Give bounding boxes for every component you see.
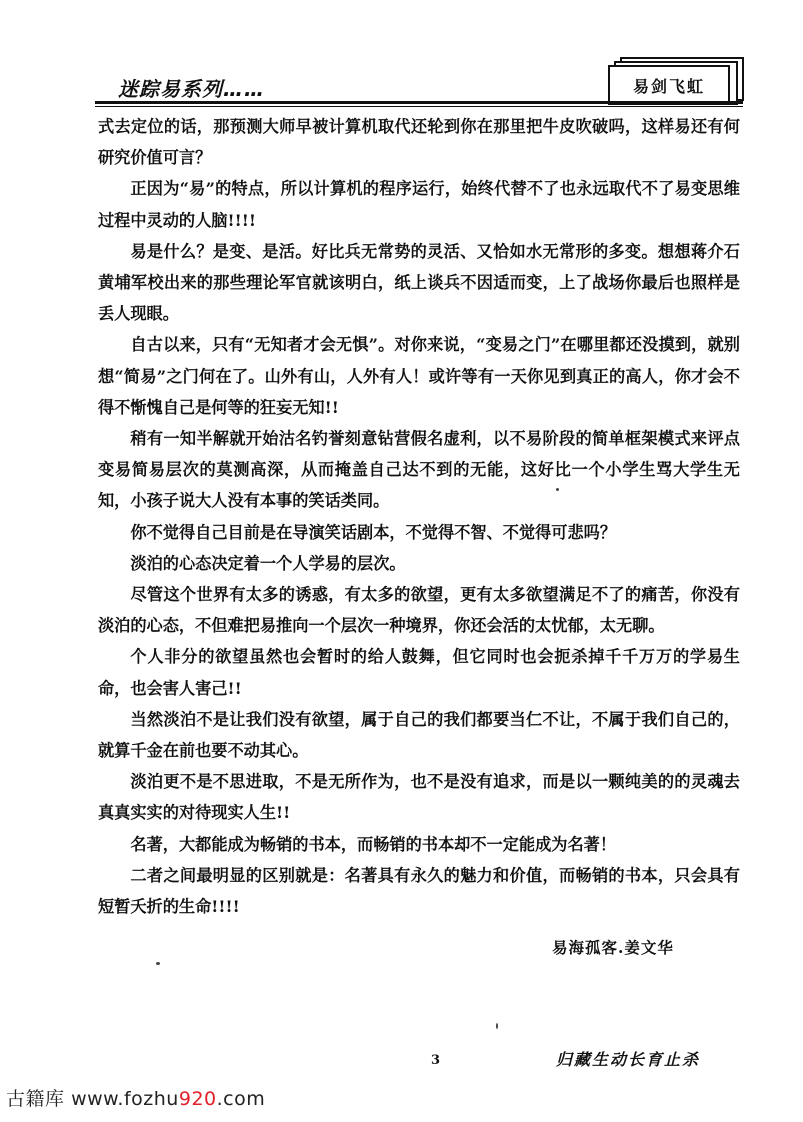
page-number: 3: [431, 1053, 441, 1068]
paragraph: 式去定位的话，那预测大师早被计算机取代还轮到你在那里把牛皮吹破吗，这样易还有何研究价值可言？: [98, 117, 740, 168]
header-tab: [608, 57, 743, 103]
tab-label: 易剑飞虹: [608, 65, 730, 105]
scan-speck: [156, 962, 160, 965]
paragraph: 淡泊更不是不思进取，不是无所作为，也不是没有追求，而是以一颗纯美的的灵魂去真真实实的对待现实人生!!: [98, 772, 740, 823]
watermark-label: 古籍库: [6, 1088, 65, 1110]
header-rule-thin: [95, 106, 743, 107]
paragraph: 稍有一知半解就开始沽名钓誉刻意钻营假名虚利，以不易阶段的简单框架模式来评点变易简易层次的莫测高深，从而掩盖自己达不到的无能，这好比一个小学生骂大学生无知，小孩子说大人没有本事的笑话类同。: [98, 429, 740, 511]
paragraph: 自古以来，只有“无知者才会无惧”。对你来说，“变易之门”在哪里都还没摸到，就别想“简易”之门何在了。山外有山，人外有人！或许等有一天你见到真正的高人，你才会不得不惭愧自己是何等的狂妄无知!!: [98, 335, 740, 417]
footer-motto: 归藏生动长育止杀: [556, 1050, 701, 1069]
watermark-site: [71, 1088, 265, 1110]
watermark: [6, 1084, 265, 1111]
paragraph: 正因为“易”的特点，所以计算机的程序运行，始终代替不了也永远取代不了易变思维过程中灵动的人脑!!!!: [98, 179, 740, 230]
paragraph: 淡泊的心态决定着一个人学易的层次。: [130, 553, 406, 573]
header-rule: [95, 101, 743, 104]
paragraph: 名著，大都能成为畅销的书本，而畅销的书本却不一定能成为名著！: [130, 834, 617, 854]
watermark-site-number: 920: [178, 1088, 217, 1110]
paragraph: 你不觉得自己目前是在导演笑话剧本，不觉得不智、不觉得可悲吗？: [130, 522, 617, 542]
paragraph: 个人非分的欲望虽然也会暂时的给人鼓舞，但它同时也会扼杀掉千千万万的学易生命，也会害人害己!!: [98, 647, 740, 698]
paragraph: 易是什么？是变、是活。好比兵无常势的灵活、又恰如水无常形的多变。想想蒋介石黄埔军校出来的那些理论军官就该明白，纸上谈兵不因适而变，上了战场你最后也照样是丢人现眼。: [98, 241, 740, 324]
scan-speck: [496, 1023, 498, 1029]
paragraph: 尽管这个世界有太多的诱惑，有太多的欲望，更有太多欲望满足不了的痛苦，你没有淡泊的心态，不但难把易推向一个层次一种境界，你还会活的太忧郁，太无聊。: [98, 585, 740, 636]
series-title: 迷踪易系列……: [118, 77, 265, 101]
body-text: [98, 111, 740, 922]
scan-speck: [556, 488, 559, 491]
watermark-site-suffix: .com: [216, 1088, 266, 1110]
author-signature: 易海孤客.姜文华: [552, 938, 674, 957]
paragraph: 当然淡泊不是让我们没有欲望，属于自己的我们都要当仁不让，不属于我们自己的，就算千金在前也要不动其心。: [98, 709, 740, 761]
watermark-site-prefix: www.fozhu: [71, 1088, 179, 1110]
paragraph: 二者之间最明显的区别就是：名著具有永久的魅力和价值，而畅销的书本，只会具有短暂夭折的生命!!!!: [98, 865, 740, 917]
